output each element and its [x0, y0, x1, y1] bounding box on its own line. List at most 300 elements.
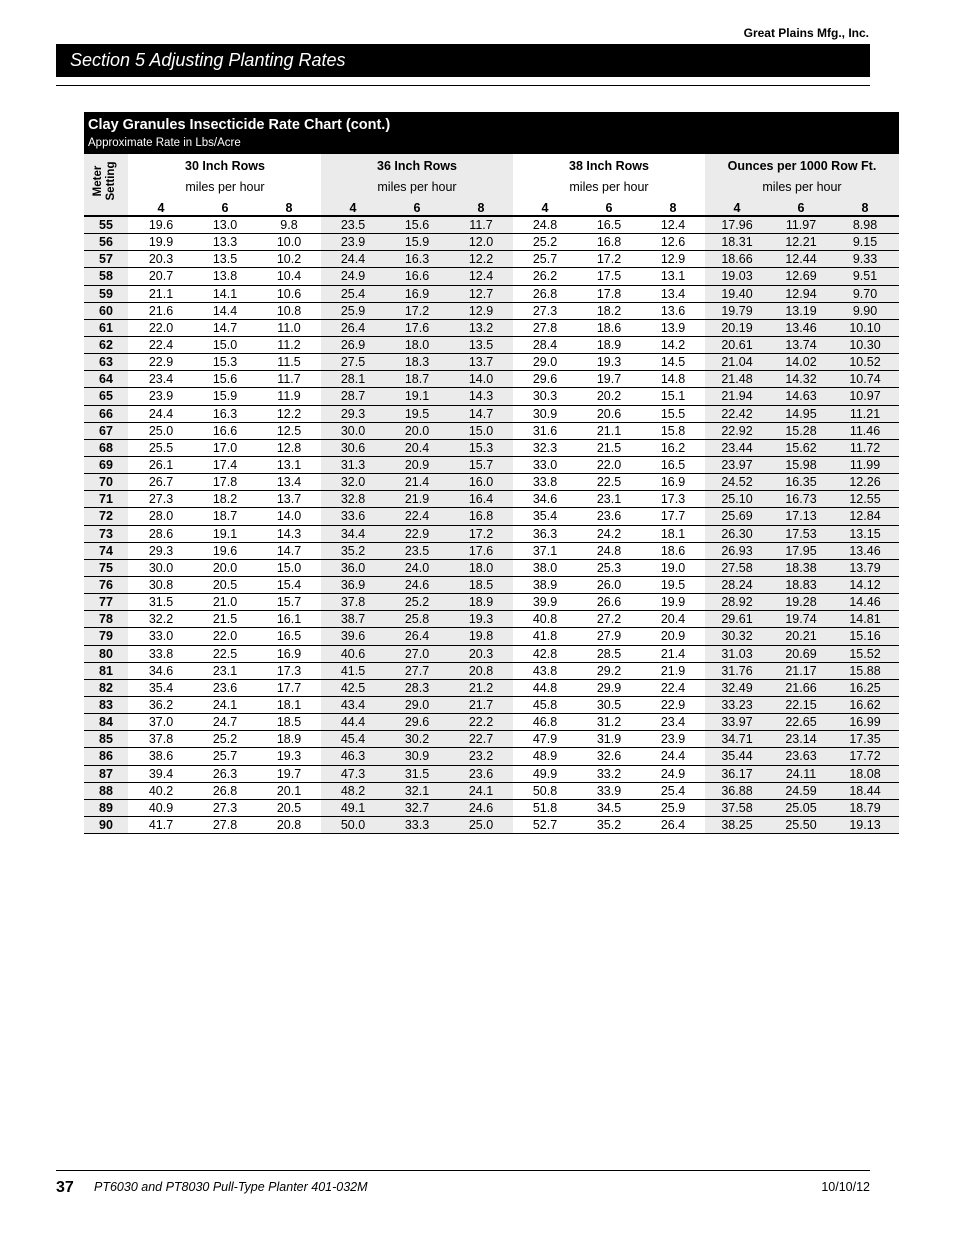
rate-cell: 9.8: [280, 218, 298, 232]
table-row: [84, 766, 899, 783]
rate-cell: 45.4: [340, 732, 366, 747]
rate-cell: 36.3: [532, 526, 558, 541]
rate-cell: 28.0: [148, 509, 174, 524]
rate-cell: 31.03: [721, 646, 753, 661]
rate-cell: 23.44: [721, 440, 753, 455]
rate-cell: 36.0: [340, 560, 366, 575]
rate-cell: 21.5: [212, 612, 238, 627]
rate-cell: 15.0: [276, 560, 302, 575]
rate-cell: 35.2: [596, 817, 622, 832]
rate-cell: 14.2: [660, 337, 686, 352]
rate-cell: 25.3: [596, 560, 622, 575]
rate-cell: 27.0: [404, 646, 430, 661]
rate-cell: 40.8: [532, 612, 558, 627]
rate-cell: 34.71: [721, 732, 753, 747]
rate-cell: 13.19: [785, 303, 817, 318]
rate-cell: 14.7: [212, 320, 238, 335]
rate-cell: 19.1: [404, 389, 430, 404]
rate-cell: 10.30: [849, 337, 881, 352]
rate-cell: 33.8: [148, 646, 174, 661]
rate-cell: 13.4: [660, 286, 686, 301]
rate-cell: 29.2: [596, 663, 622, 678]
rate-cell: 22.0: [596, 457, 622, 472]
meter-setting-cell: 81: [99, 663, 113, 678]
rate-cell: 43.8: [532, 663, 558, 678]
rate-cell: 19.3: [468, 612, 494, 627]
speed-header: 6: [605, 201, 613, 215]
rate-cell: 18.9: [468, 595, 494, 610]
rate-cell: 18.2: [212, 492, 238, 507]
rate-cell: 22.7: [468, 732, 494, 747]
rate-cell: 16.25: [849, 680, 881, 695]
rate-cell: 19.1: [212, 526, 238, 541]
rate-cell: 18.1: [660, 526, 686, 541]
meter-setting-cell: 55: [99, 218, 113, 232]
rate-cell: 16.8: [596, 235, 622, 250]
rate-cell: 22.92: [721, 423, 753, 438]
rate-cell: 20.6: [596, 406, 622, 421]
rate-cell: 35.4: [532, 509, 558, 524]
meter-setting-cell: 67: [99, 423, 113, 438]
rate-cell: 22.5: [596, 475, 622, 490]
rate-cell: 15.0: [212, 337, 238, 352]
rate-cell: 40.9: [148, 800, 174, 815]
rate-cell: 14.5: [660, 355, 686, 370]
rate-cell: 24.1: [468, 783, 494, 798]
rate-cell: 24.52: [721, 475, 753, 490]
rate-table-body: [84, 217, 899, 834]
rate-cell: 32.8: [340, 492, 366, 507]
rate-cell: 29.3: [340, 406, 366, 421]
rate-cell: 13.5: [468, 337, 494, 352]
rate-cell: 41.8: [532, 629, 558, 644]
rate-cell: 23.4: [148, 372, 174, 387]
rate-cell: 28.92: [721, 595, 753, 610]
table-row: [84, 406, 899, 423]
table-row: [84, 423, 899, 440]
rate-cell: 33.0: [532, 457, 558, 472]
rate-cell: 21.0: [212, 595, 238, 610]
rate-cell: 24.7: [212, 715, 238, 730]
rate-cell: 24.4: [660, 749, 686, 764]
rate-cell: 10.52: [849, 355, 881, 370]
table-row: [84, 748, 899, 765]
rate-cell: 37.58: [721, 800, 753, 815]
rate-cell: 25.0: [148, 423, 174, 438]
rate-cell: 17.6: [468, 543, 494, 558]
table-row: [84, 560, 899, 577]
meter-setting-cell: 69: [99, 457, 113, 472]
rate-cell: 22.0: [212, 629, 238, 644]
rate-cell: 27.9: [596, 629, 622, 644]
section-header-bar: [56, 44, 870, 77]
rate-cell: 13.74: [785, 337, 817, 352]
rate-cell: 19.0: [660, 560, 686, 575]
rate-cell: 25.0: [468, 817, 494, 832]
rate-cell: 21.9: [660, 663, 686, 678]
rate-cell: 17.13: [785, 509, 817, 524]
rate-cell: 17.2: [596, 252, 622, 267]
table-row: [84, 508, 899, 525]
rate-cell: 34.6: [148, 663, 174, 678]
rate-cell: 23.2: [468, 749, 494, 764]
rate-cell: 26.4: [340, 320, 366, 335]
rate-cell: 20.3: [148, 252, 174, 267]
rate-cell: 23.9: [340, 235, 366, 250]
group-30-sub: miles per hour: [185, 180, 265, 194]
rate-cell: 20.61: [721, 337, 753, 352]
rate-cell: 22.2: [468, 715, 494, 730]
rate-cell: 11.46: [849, 423, 881, 438]
rate-cell: 24.4: [148, 406, 174, 421]
rate-cell: 32.7: [404, 800, 430, 815]
rate-cell: 11.97: [785, 218, 817, 232]
rate-cell: 25.4: [660, 783, 686, 798]
rate-cell: 27.58: [721, 560, 753, 575]
rate-cell: 15.52: [849, 646, 881, 661]
rate-cell: 10.8: [276, 303, 302, 318]
meter-setting-cell: 61: [99, 320, 113, 335]
rate-cell: 14.3: [276, 526, 302, 541]
rate-cell: 30.0: [148, 560, 174, 575]
table-row: [84, 371, 899, 388]
page-number: 37: [56, 1179, 74, 1196]
rate-cell: 9.33: [852, 252, 878, 267]
rate-cell: 16.62: [849, 697, 881, 712]
rate-cell: 12.94: [785, 286, 817, 301]
rate-cell: 18.79: [849, 800, 881, 815]
rate-cell: 22.15: [785, 697, 817, 712]
rate-cell: 11.99: [849, 457, 881, 472]
meter-setting-cell: 64: [99, 372, 113, 387]
rate-cell: 13.9: [660, 320, 686, 335]
rate-cell: 38.0: [532, 560, 558, 575]
rate-cell: 25.9: [340, 303, 366, 318]
rate-cell: 19.6: [148, 218, 174, 232]
group-36-sub: miles per hour: [377, 180, 457, 194]
table-row: [84, 234, 899, 251]
rate-cell: 13.7: [468, 355, 494, 370]
rate-cell: 20.69: [785, 646, 817, 661]
rate-cell: 14.8: [660, 372, 686, 387]
rate-cell: 37.8: [148, 732, 174, 747]
rate-cell: 16.5: [276, 629, 302, 644]
rate-cell: 21.6: [148, 303, 174, 318]
rate-cell: 18.31: [721, 235, 753, 250]
rate-cell: 36.9: [340, 577, 366, 592]
rate-cell: 26.6: [596, 595, 622, 610]
rate-cell: 22.42: [721, 406, 753, 421]
rate-cell: 18.44: [849, 783, 881, 798]
rate-cell: 42.8: [532, 646, 558, 661]
rate-cell: 16.73: [785, 492, 817, 507]
rate-cell: 35.4: [148, 680, 174, 695]
rate-cell: 20.3: [468, 646, 494, 661]
rate-cell: 20.7: [148, 269, 174, 284]
rate-cell: 29.0: [404, 697, 430, 712]
meter-setting-cell: 60: [99, 303, 113, 318]
rate-cell: 24.2: [596, 526, 622, 541]
rate-cell: 20.19: [721, 320, 753, 335]
rate-cell: 17.95: [785, 543, 817, 558]
rate-cell: 25.10: [721, 492, 753, 507]
rate-cell: 21.7: [468, 697, 494, 712]
rate-cell: 26.4: [404, 629, 430, 644]
meter-setting-cell: 87: [99, 766, 113, 781]
rate-cell: 23.6: [212, 680, 238, 695]
rate-cell: 11.5: [277, 355, 301, 370]
rate-cell: 21.4: [660, 646, 686, 661]
rate-cell: 38.9: [532, 577, 558, 592]
rate-cell: 13.79: [849, 560, 881, 575]
rate-cell: 25.5: [148, 440, 174, 455]
speed-header: 8: [285, 201, 293, 215]
meter-setting-cell: 74: [99, 543, 113, 558]
rate-cell: 18.6: [596, 320, 622, 335]
rate-cell: 14.63: [785, 389, 817, 404]
rate-cell: 16.5: [660, 457, 686, 472]
table-row: [84, 543, 899, 560]
rate-cell: 50.0: [340, 817, 366, 832]
rate-cell: 19.7: [596, 372, 622, 387]
rate-cell: 26.1: [148, 457, 174, 472]
rate-cell: 9.70: [852, 286, 878, 301]
rate-cell: 17.0: [212, 440, 238, 455]
rate-cell: 22.5: [212, 646, 238, 661]
rate-cell: 13.3: [212, 235, 238, 250]
table-row: [84, 337, 899, 354]
table-row: [84, 440, 899, 457]
rate-cell: 23.1: [212, 663, 238, 678]
rate-cell: 19.28: [785, 595, 817, 610]
rate-cell: 29.6: [404, 715, 430, 730]
rate-cell: 32.3: [532, 440, 558, 455]
rate-cell: 12.9: [660, 252, 686, 267]
rate-cell: 24.59: [785, 783, 817, 798]
rate-cell: 20.1: [276, 783, 302, 798]
table-row: [84, 731, 899, 748]
rate-cell: 21.9: [404, 492, 430, 507]
rate-cell: 9.15: [852, 235, 878, 250]
rate-cell: 26.7: [148, 475, 174, 490]
rate-cell: 21.1: [596, 423, 622, 438]
meter-setting-cell: 76: [99, 577, 113, 592]
rate-cell: 20.8: [276, 817, 302, 832]
rate-cell: 29.9: [596, 680, 622, 695]
table-row: [84, 817, 899, 834]
rate-cell: 28.4: [532, 337, 558, 352]
rate-cell: 27.8: [532, 320, 558, 335]
speed-header: 4: [157, 201, 165, 215]
speed-header: 6: [413, 201, 421, 215]
rate-cell: 22.9: [660, 697, 686, 712]
rate-cell: 19.6: [212, 543, 238, 558]
rate-cell: 18.3: [404, 355, 430, 370]
rate-cell: 23.5: [340, 218, 366, 232]
rate-cell: 16.5: [596, 218, 622, 232]
rate-cell: 19.9: [660, 595, 686, 610]
speed-header: 8: [477, 201, 485, 215]
rate-cell: 16.9: [276, 646, 302, 661]
table-row: [84, 526, 899, 543]
rate-cell: 32.2: [148, 612, 174, 627]
rate-cell: 21.17: [785, 663, 817, 678]
meter-setting-cell: 70: [99, 475, 113, 490]
footer-divider: [56, 1170, 870, 1171]
rate-cell: 21.5: [596, 440, 622, 455]
rate-cell: 35.2: [340, 543, 366, 558]
company-name: Great Plains Mfg., Inc.: [743, 26, 869, 40]
table-row: [84, 457, 899, 474]
rate-cell: 15.6: [404, 218, 430, 232]
rate-cell: 22.4: [404, 509, 430, 524]
rate-cell: 22.9: [148, 355, 174, 370]
meter-setting-cell: 56: [99, 235, 113, 250]
rate-cell: 14.81: [849, 612, 881, 627]
rate-cell: 49.1: [340, 800, 366, 815]
rate-cell: 21.04: [721, 355, 753, 370]
table-row: [84, 354, 899, 371]
rate-cell: 24.8: [532, 218, 558, 232]
meter-setting-cell: 73: [99, 526, 113, 541]
rate-cell: 31.76: [721, 663, 753, 678]
rate-cell: 33.9: [596, 783, 622, 798]
rate-cell: 22.9: [404, 526, 430, 541]
rate-cell: 17.96: [721, 218, 753, 232]
rate-cell: 26.8: [532, 286, 558, 301]
group-30-title: 30 Inch Rows: [185, 159, 265, 173]
rate-cell: 18.0: [404, 337, 430, 352]
rate-cell: 37.8: [340, 595, 366, 610]
rate-cell: 48.2: [340, 783, 366, 798]
rate-cell: 13.7: [276, 492, 302, 507]
rate-cell: 14.02: [785, 355, 817, 370]
rate-cell: 28.24: [721, 577, 753, 592]
rate-cell: 20.5: [276, 800, 302, 815]
rate-cell: 18.0: [468, 560, 494, 575]
rate-cell: 21.48: [721, 372, 753, 387]
rate-cell: 41.7: [148, 817, 174, 832]
rate-cell: 17.5: [596, 269, 622, 284]
rate-cell: 14.12: [849, 577, 881, 592]
rate-cell: 17.3: [660, 492, 686, 507]
rate-cell: 22.4: [660, 680, 686, 695]
rate-cell: 31.5: [404, 766, 430, 781]
rate-cell: 16.4: [468, 492, 494, 507]
speed-header: 4: [349, 201, 357, 215]
rate-cell: 14.46: [849, 595, 881, 610]
table-row: [84, 577, 899, 594]
rate-cell: 44.4: [340, 715, 366, 730]
rate-cell: 10.97: [849, 389, 881, 404]
rate-cell: 28.3: [404, 680, 430, 695]
chart-subtitle: Approximate Rate in Lbs/Acre: [88, 137, 241, 149]
rate-cell: 12.4: [660, 218, 686, 232]
rate-cell: 26.30: [721, 526, 753, 541]
rate-cell: 15.3: [468, 440, 494, 455]
rate-cell: 33.3: [404, 817, 430, 832]
table-row: [84, 646, 899, 663]
rate-cell: 20.4: [404, 440, 430, 455]
rate-cell: 47.9: [532, 732, 558, 747]
rate-cell: 15.1: [660, 389, 686, 404]
rate-cell: 35.44: [721, 749, 753, 764]
rate-cell: 16.35: [785, 475, 817, 490]
rate-cell: 16.6: [404, 269, 430, 284]
rate-cell: 23.9: [148, 389, 174, 404]
group-ounces-title: Ounces per 1000 Row Ft.: [727, 159, 877, 173]
rate-cell: 30.5: [596, 697, 622, 712]
rate-cell: 16.1: [276, 612, 302, 627]
rate-cell: 33.97: [721, 715, 753, 730]
rate-cell: 16.3: [212, 406, 238, 421]
rate-cell: 15.0: [468, 423, 494, 438]
rate-cell: 48.9: [532, 749, 558, 764]
rate-cell: 31.5: [148, 595, 174, 610]
rate-cell: 39.4: [148, 766, 174, 781]
rate-cell: 15.4: [276, 577, 302, 592]
meter-setting-cell: 68: [99, 440, 113, 455]
meter-setting-cell: 83: [99, 697, 113, 712]
rate-cell: 47.3: [340, 766, 366, 781]
rate-cell: 21.94: [721, 389, 753, 404]
rate-cell: 11.7: [277, 372, 301, 387]
rate-cell: 25.2: [532, 235, 558, 250]
rate-cell: 24.9: [340, 269, 366, 284]
rate-cell: 16.9: [404, 286, 430, 301]
rate-cell: 24.6: [404, 577, 430, 592]
rate-cell: 23.6: [596, 509, 622, 524]
rate-cell: 18.9: [596, 337, 622, 352]
rate-cell: 10.2: [276, 252, 302, 267]
speed-header: 8: [861, 201, 869, 215]
rate-cell: 18.08: [849, 766, 881, 781]
rate-cell: 18.7: [212, 509, 238, 524]
rate-cell: 20.9: [660, 629, 686, 644]
meter-setting-cell: 85: [99, 732, 113, 747]
rate-cell: 10.0: [276, 235, 302, 250]
speed-header: 4: [733, 201, 741, 215]
rate-cell: 25.9: [660, 800, 686, 815]
meter-setting-cell: 77: [99, 595, 113, 610]
rate-cell: 33.23: [721, 697, 753, 712]
chart-title-bar: [84, 112, 899, 154]
meter-setting-cell: 82: [99, 680, 113, 695]
rate-cell: 23.9: [660, 732, 686, 747]
meter-setting-cell: 86: [99, 749, 113, 764]
rate-cell: 30.32: [721, 629, 753, 644]
rate-cell: 30.2: [404, 732, 430, 747]
rate-cell: 26.4: [660, 817, 686, 832]
rate-cell: 9.51: [852, 269, 878, 284]
rate-cell: 10.6: [276, 286, 302, 301]
group-36-title: 36 Inch Rows: [377, 159, 457, 173]
rate-cell: 44.8: [532, 680, 558, 695]
group-38-sub: miles per hour: [569, 180, 649, 194]
rate-cell: 14.32: [785, 372, 817, 387]
rate-cell: 13.15: [849, 526, 881, 541]
rate-cell: 17.53: [785, 526, 817, 541]
rate-cell: 28.1: [340, 372, 366, 387]
rate-cell: 12.9: [468, 303, 494, 318]
rate-cell: 19.8: [468, 629, 494, 644]
rate-cell: 12.7: [468, 286, 494, 301]
rate-cell: 15.5: [660, 406, 686, 421]
rate-cell: 19.79: [721, 303, 753, 318]
rate-cell: 15.7: [468, 457, 494, 472]
rate-cell: 42.5: [340, 680, 366, 695]
rate-cell: 17.2: [404, 303, 430, 318]
